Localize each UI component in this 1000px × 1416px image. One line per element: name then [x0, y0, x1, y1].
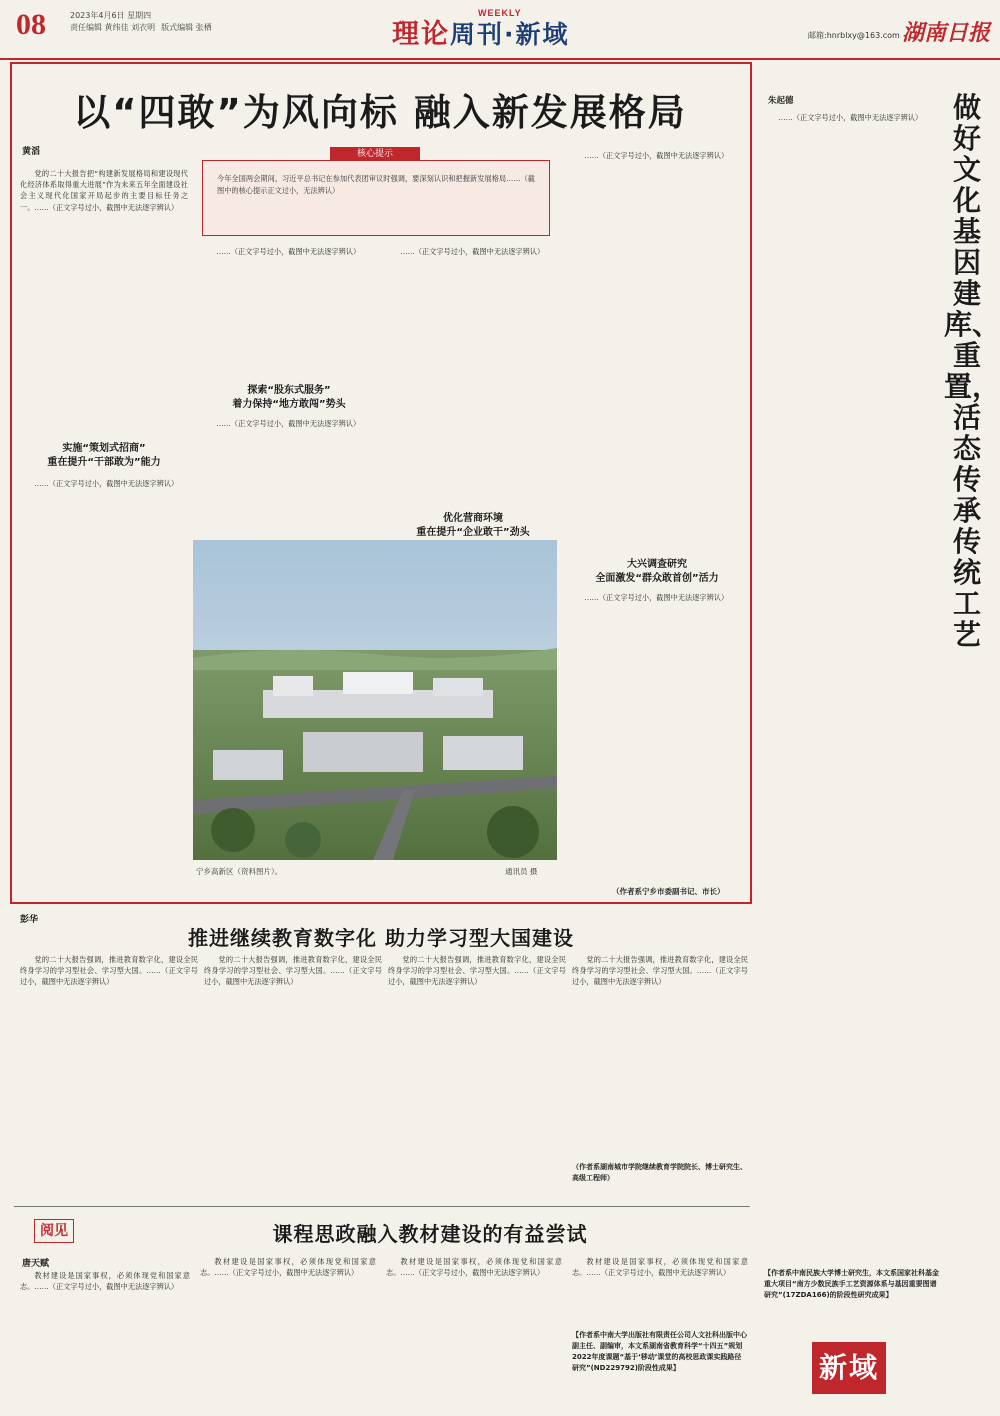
page-number: 08 [16, 8, 46, 41]
feature-author-note: （作者系宁乡市委副书记、市长） [612, 887, 725, 896]
masthead [0, 0, 1000, 60]
article3-col2-text: 教材建设是国家事权，必须体现党和国家意志。……（正文字号过小，截图中无法逐字辨认） [200, 1257, 376, 1278]
feature-col1-text: ……（正文字号过小，截图中无法逐字辨认） [34, 479, 179, 488]
key-points-box: 今年全国两会期间，习近平总书记在参加代表团审议时强调，要深刻认识和把握新发展格局……（截图中的核心提示正文过小，无法辨认） [202, 160, 550, 236]
feature-col2a-text: ……（正文字号过小，截图中无法逐字辨认） [216, 247, 361, 256]
right-article-title: 做好文化基因建库、重置，活态传承传统工艺 [944, 91, 1000, 651]
feature-article-title: 以“四敢”为风向标 融入新发展格局 [73, 91, 687, 134]
article2-byline: 彭华 [20, 915, 39, 925]
article3-col1-text: 教材建设是国家事权，必须体现党和国家意志。……（正文字号过小，截图中无法逐字辨认） [20, 1271, 190, 1292]
article2-col2-text: 党的二十大报告强调，推进教育数字化，建设全民终身学习的学习型社会、学习型大国。……（正文字号过小，截图中无法逐字辨认） [204, 955, 382, 987]
section-title-rest: 周刊·新域 [450, 20, 570, 49]
article3-title: 课程思政融入教材建设的有益尝试 [272, 1222, 588, 1246]
article3-byline: 唐天赋 [22, 1259, 50, 1269]
section-title-main: 理论 [392, 19, 450, 50]
article2-col3-text: 党的二十大报告强调，推进教育数字化，建设全民终身学习的学习型社会、学习型大国。……（正文字号过小，截图中无法逐字辨认） [388, 955, 566, 987]
feature-subhead-3: 优化营商环境 重在提升“企业敢干”劲头 [416, 513, 530, 538]
section-title [392, 12, 570, 51]
weekly-label: WEEKLY [478, 8, 522, 18]
right-article-text: ……（正文字号过小，截图中无法逐字辨认） [778, 113, 923, 122]
masthead-meta [70, 10, 218, 34]
feature-byline: 黄滔 [22, 147, 41, 157]
article-divider [14, 1206, 750, 1207]
feature-photo [193, 540, 557, 860]
article2-col1-text: 党的二十大报告强调，推进教育数字化，建设全民终身学习的学习型社会、学习型大国。……（正文字号过小，截图中无法逐字辨认） [20, 955, 198, 987]
article3-col4-text: 教材建设是国家事权，必须体现党和国家意志。……（正文字号过小，截图中无法逐字辨认） [572, 1257, 748, 1278]
feature-col4b-text: ……（正文字号过小，截图中无法逐字辨认） [584, 593, 729, 602]
feature-col2b-text: ……（正文字号过小，截图中无法逐字辨认） [216, 419, 361, 428]
article2-author-note: （作者系湖南城市学院继续教育学院院长、博士研究生、高级工程师） [572, 1163, 747, 1182]
right-article-author-note: 【作者系中南民族大学博士研究生，本文系国家社科基金重大项目“南方少数民族手工艺资源体系与基因重要图谱研究”(17ZDA166)的阶段性研究成果】 [764, 1269, 939, 1299]
feature-col4a-text: ……（正文字号过小，截图中无法逐字辨认） [584, 151, 729, 160]
layout-editor: 版式编辑 张栖 [161, 23, 212, 32]
contact-email[interactable]: 邮箱:hnrblxy@163.com [808, 31, 900, 40]
feature-intro-text: 党的二十大报告把“构建新发展格局和建设现代化经济体系取得重大进展”作为未来五年全面建设社会主义现代化国家开局起步的主要目标任务之一。……（正文字号过小，截图中无法逐字辨认） [20, 169, 188, 212]
responsible-editor: 责任编辑 黄纬佳 刘衣明 [70, 23, 156, 32]
article2-col4-text: 党的二十大报告强调，推进教育数字化，建设全民终身学习的学习型社会、学习型大国。……（正文字号过小，截图中无法逐字辨认） [572, 955, 748, 987]
feature-col3a-text: ……（正文字号过小，截图中无法逐字辨认） [400, 247, 545, 256]
feature-subhead-2: 探索“股东式服务” 着力保持“地方敢闯”势头 [232, 385, 346, 410]
article3-col3-text: 教材建设是国家事权，必须体现党和国家意志。……（正文字号过小，截图中无法逐字辨认） [386, 1257, 562, 1278]
paper-logo: 湖南日报 [902, 21, 991, 46]
article2-title: 推进继续教育数字化 助力学习型大国建设 [188, 926, 574, 950]
issue-date: 2023年4月6日 星期四 [70, 11, 152, 20]
feature-subhead-4: 大兴调查研究 全面激发“群众敢首创”活力 [595, 559, 719, 584]
key-points-label: 核心提示 [330, 147, 420, 161]
right-article-byline: 朱起德 [768, 96, 794, 106]
photo-credit: 通讯员 摄 [505, 867, 538, 876]
feature-subhead-1: 实施“策划式招商” 重在提升“干部敢为”能力 [47, 443, 161, 468]
article3-author-note: 【作者系中南大学出版社有限责任公司人文社科出版中心副主任、副编审，本文系湖南省教育科学“十四五”规划 2022年度课题“基于‘移动’课堂的高校思政课实践路径研究”(ND229792)阶段性成果】 [572, 1331, 747, 1372]
column-label: 阅见 [34, 1219, 74, 1243]
section-badge: 新域 [812, 1342, 886, 1394]
photo-caption: 宁乡高新区（资料图片）。 [196, 867, 283, 876]
industrial-park-photo [193, 540, 557, 860]
